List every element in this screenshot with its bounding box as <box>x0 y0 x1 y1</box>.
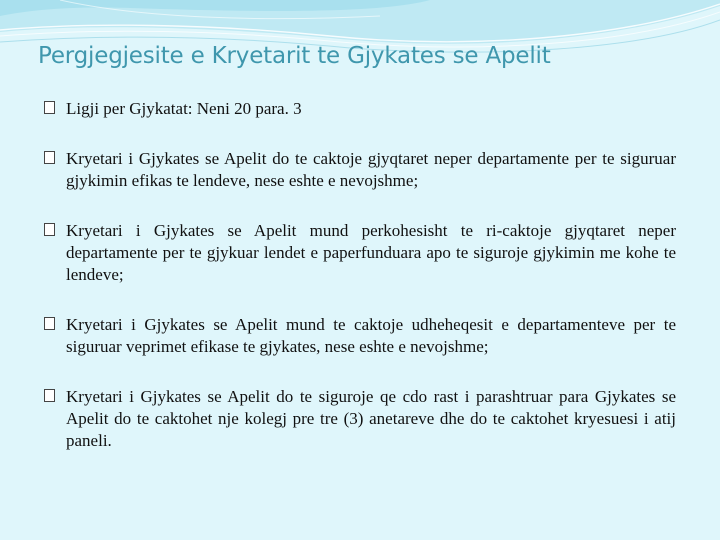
bullet-item <box>36 98 676 120</box>
bullet-list <box>36 98 676 452</box>
square-bullet-icon <box>44 101 55 114</box>
bullet-text: Kryetari i Gjykates se Apelit mund perkohesisht te ri-caktoje gjyqtaret neper departamente per te gjykuar lendet e paperfunduara apo te siguroje gjykimin me kohe te lendeve; <box>66 221 676 284</box>
square-bullet-icon <box>44 223 55 236</box>
bullet-text: Ligji per Gjykatat: Neni 20 para. 3 <box>66 99 302 118</box>
bullet-text: Kryetari i Gjykates se Apelit do te caktoje gjyqtaret neper departamente per te siguruar gjykimin efikas te lendeve, nese eshte e nevojshme; <box>66 149 676 190</box>
bullet-text: Kryetari i Gjykates se Apelit mund te caktoje udheheqesit e departamenteve per te siguruar veprimet efikase te gjykates, nese eshte e nevojshme; <box>66 315 676 356</box>
slide-title: Pergjegjesite e Kryetarit te Gjykates se Apelit <box>38 43 551 69</box>
bullet-item <box>36 386 676 452</box>
bullet-item <box>36 148 676 192</box>
bullet-item <box>36 220 676 286</box>
bullet-item <box>36 314 676 358</box>
bullet-text: Kryetari i Gjykates se Apelit do te siguroje qe cdo rast i parashtruar para Gjykates se Apelit do te caktohet nje kolegj pre tre (3) anetareve dhe do te caktohet kryesuesi i atij paneli. <box>66 387 676 450</box>
square-bullet-icon <box>44 151 55 164</box>
square-bullet-icon <box>44 317 55 330</box>
square-bullet-icon <box>44 389 55 402</box>
